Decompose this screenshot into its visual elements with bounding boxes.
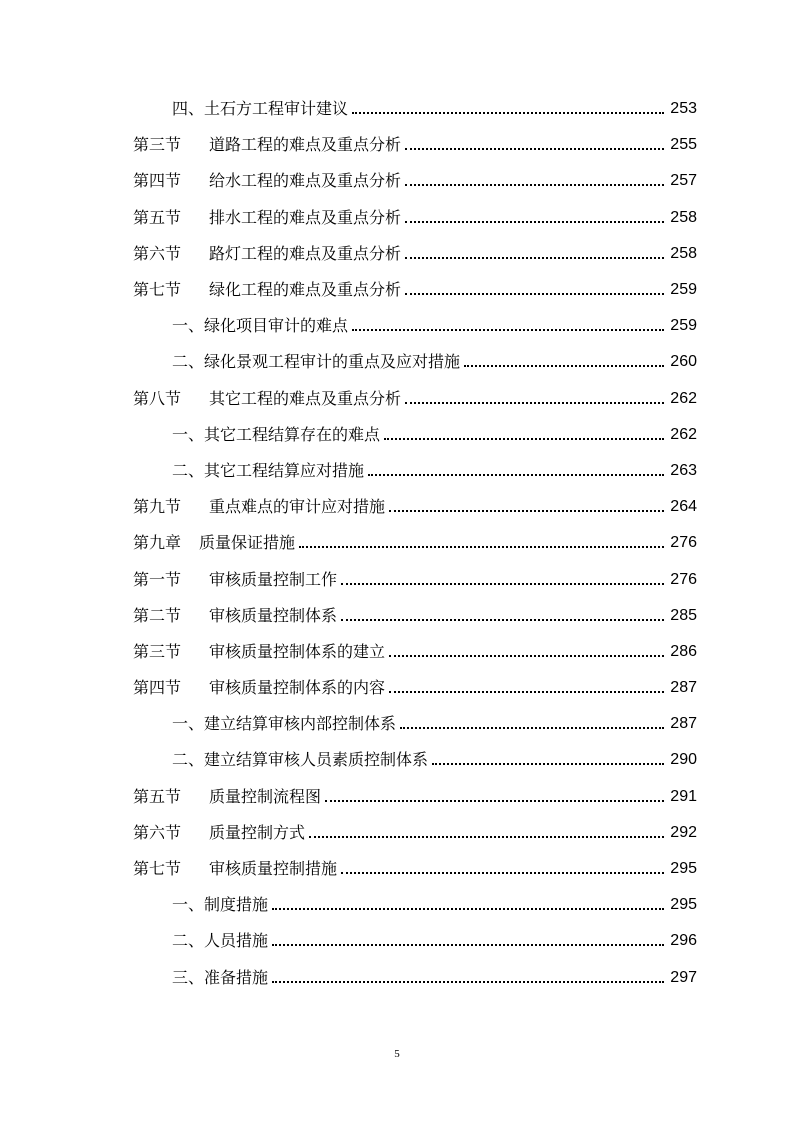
- toc-entry-page: 291: [670, 787, 697, 805]
- toc-entry[interactable]: [0, 127, 794, 163]
- toc-dot-leader: [368, 474, 664, 476]
- toc-entry-label: [172, 99, 350, 119]
- toc-entry-page: 287: [670, 715, 697, 733]
- toc-dot-leader: [464, 365, 664, 367]
- toc-entry-number: 一、: [172, 316, 205, 336]
- toc-entry-label: [172, 352, 462, 372]
- toc-entry-title: 其它工程结算应对措施: [204, 460, 365, 480]
- toc-entry-page: 292: [670, 823, 697, 841]
- toc-entry-label: [133, 606, 339, 626]
- toc-entry-label: [133, 208, 403, 228]
- toc-entry-label: [133, 280, 403, 300]
- toc-entry-number: 第九节: [133, 497, 182, 517]
- toc-entry-number: 第四节: [133, 678, 182, 698]
- toc-entry-number: 二、: [172, 931, 205, 951]
- toc-entry-page: 259: [670, 281, 697, 299]
- toc-entry-page: 297: [670, 968, 697, 986]
- toc-entry-page: 287: [670, 679, 697, 697]
- toc-entry-label: [133, 823, 307, 843]
- toc-entry-title: 给水工程的难点及重点分析: [209, 171, 402, 191]
- toc-dot-leader: [299, 546, 664, 548]
- toc-entry[interactable]: [0, 851, 794, 887]
- toc-entry[interactable]: [0, 236, 794, 272]
- toc-entry-title: 准备措施: [204, 967, 269, 987]
- toc-dot-leader: [272, 944, 664, 946]
- toc-entry[interactable]: [0, 670, 794, 706]
- toc-entry-page: 276: [670, 534, 697, 552]
- toc-entry-number: 第六节: [133, 822, 182, 842]
- toc-entry-page: 296: [670, 932, 697, 950]
- toc-entry-title: 路灯工程的难点及重点分析: [209, 243, 402, 263]
- toc-entry-number: 第七节: [133, 859, 182, 879]
- toc-entry-label: [133, 787, 323, 807]
- toc-entry-label: [133, 570, 339, 590]
- toc-entry-label: [133, 678, 387, 698]
- toc-entry-number: 四、: [172, 99, 205, 119]
- toc-entry-page: 295: [670, 860, 697, 878]
- toc-entry[interactable]: [0, 381, 794, 417]
- toc-dot-leader: [272, 908, 664, 910]
- toc-entry-title: 绿化工程的难点及重点分析: [209, 280, 402, 300]
- toc-entry[interactable]: [0, 91, 794, 127]
- toc-entry-title: 其它工程的难点及重点分析: [209, 388, 402, 408]
- toc-dot-leader: [405, 402, 664, 404]
- toc-entry-number: 二、: [172, 460, 205, 480]
- toc-entry[interactable]: [0, 308, 794, 344]
- toc-entry-label: [133, 244, 403, 264]
- toc-dot-leader: [400, 727, 664, 729]
- toc-dot-leader: [405, 184, 664, 186]
- toc-entry[interactable]: [0, 779, 794, 815]
- page-number: 5: [394, 1048, 400, 1060]
- toc-entry[interactable]: [0, 272, 794, 308]
- toc-entry-page: 262: [670, 389, 697, 407]
- toc-entry-title: 人员措施: [204, 931, 269, 951]
- toc-entry-title: 审核质量控制体系: [209, 605, 338, 625]
- toc-entry-number: 二、: [172, 750, 205, 770]
- toc-entry[interactable]: [0, 525, 794, 561]
- toc-entry[interactable]: [0, 598, 794, 634]
- toc-entry-number: 二、: [172, 352, 205, 372]
- toc-dot-leader: [341, 583, 664, 585]
- toc-entry-number: 第五节: [133, 207, 182, 227]
- toc-dot-leader: [272, 981, 664, 983]
- toc-dot-leader: [384, 438, 664, 440]
- toc-entry-title: 土石方工程审计建议: [204, 99, 349, 119]
- toc-dot-leader: [405, 293, 664, 295]
- toc-entry[interactable]: [0, 634, 794, 670]
- toc-entry-page: 286: [670, 642, 697, 660]
- toc-entry[interactable]: [0, 887, 794, 923]
- toc-entry[interactable]: [0, 742, 794, 778]
- toc-entry[interactable]: [0, 561, 794, 597]
- toc-entry-title: 绿化景观工程审计的重点及应对措施: [204, 352, 461, 372]
- toc-entry-title: 绿化项目审计的难点: [204, 316, 349, 336]
- toc-entry-page: 257: [670, 172, 697, 190]
- toc-dot-leader: [405, 221, 664, 223]
- toc-entry-title: 重点难点的审计应对措施: [209, 497, 386, 517]
- toc-entry[interactable]: [0, 489, 794, 525]
- toc-entry-title: 制度措施: [204, 895, 269, 915]
- toc-entry-number: 第五节: [133, 786, 182, 806]
- toc-entry-label: [172, 461, 366, 481]
- toc-entry-number: 三、: [172, 967, 205, 987]
- toc-entry-page: 253: [670, 100, 697, 118]
- toc-entry-title: 建立结算审核内部控制体系: [204, 714, 397, 734]
- toc-entry-label: [133, 642, 387, 662]
- toc-entry-page: 260: [670, 353, 697, 371]
- toc-entry-title: 质量控制方式: [209, 822, 306, 842]
- toc-entry-label: [133, 135, 403, 155]
- toc-entry-number: 一、: [172, 714, 205, 734]
- toc-entry-title: 质量保证措施: [199, 533, 296, 553]
- toc-entry-label: [172, 425, 382, 445]
- toc-dot-leader: [309, 836, 664, 838]
- toc-entry-title: 审核质量控制体系的内容: [209, 678, 386, 698]
- toc-entry-number: 第九章: [133, 533, 182, 553]
- toc-entry[interactable]: [0, 344, 794, 380]
- toc-entry-number: 第四节: [133, 171, 182, 191]
- toc-entry-number: 第三节: [133, 135, 182, 155]
- toc-entry-page: 276: [670, 570, 697, 588]
- toc-entry-label: [133, 859, 339, 879]
- toc-entry-label: [133, 389, 403, 409]
- toc-dot-leader: [389, 510, 664, 512]
- toc-entry-label: [172, 895, 270, 915]
- toc-entry-page: 290: [670, 751, 697, 769]
- toc-dot-leader: [389, 691, 664, 693]
- toc-entry-page: 285: [670, 606, 697, 624]
- toc-entry-page: 255: [670, 136, 697, 154]
- toc-entry-page: 259: [670, 317, 697, 335]
- toc-entry-label: [133, 171, 403, 191]
- toc-dot-leader: [405, 148, 664, 150]
- toc-dot-leader: [389, 655, 664, 657]
- toc-entry-number: 第六节: [133, 243, 182, 263]
- toc-entry[interactable]: [0, 706, 794, 742]
- toc-entry-label: [172, 714, 398, 734]
- toc-dot-leader: [341, 619, 664, 621]
- toc-dot-leader: [325, 800, 664, 802]
- toc-entry-number: 第一节: [133, 569, 182, 589]
- toc-entry-title: 审核质量控制工作: [209, 569, 338, 589]
- toc-entry-number: 第七节: [133, 280, 182, 300]
- toc-entry-label: [172, 750, 430, 770]
- toc-dot-leader: [432, 763, 664, 765]
- toc-entry-title: 质量控制流程图: [209, 786, 322, 806]
- toc-entry[interactable]: [0, 200, 794, 236]
- table-of-contents: [0, 91, 794, 996]
- toc-entry[interactable]: [0, 815, 794, 851]
- toc-entry-number: 一、: [172, 895, 205, 915]
- toc-entry-label: [133, 533, 297, 553]
- toc-entry-number: 第二节: [133, 605, 182, 625]
- toc-dot-leader: [405, 257, 664, 259]
- toc-dot-leader: [352, 329, 664, 331]
- toc-entry[interactable]: [0, 960, 794, 996]
- toc-dot-leader: [341, 872, 664, 874]
- toc-entry-title: 排水工程的难点及重点分析: [209, 207, 402, 227]
- toc-entry-title: 建立结算审核人员素质控制体系: [204, 750, 429, 770]
- toc-entry-page: 264: [670, 498, 697, 516]
- toc-entry-label: [172, 931, 270, 951]
- toc-entry-page: 262: [670, 425, 697, 443]
- toc-entry-label: [172, 968, 270, 988]
- toc-entry-label: [133, 497, 387, 517]
- toc-entry-number: 第三节: [133, 641, 182, 661]
- toc-entry-label: [172, 316, 350, 336]
- toc-entry-title: 其它工程结算存在的难点: [204, 424, 381, 444]
- toc-entry-title: 审核质量控制措施: [209, 859, 338, 879]
- toc-entry-number: 一、: [172, 424, 205, 444]
- toc-entry-page: 258: [670, 244, 697, 262]
- toc-entry[interactable]: [0, 163, 794, 199]
- toc-entry-page: 258: [670, 208, 697, 226]
- toc-dot-leader: [352, 112, 664, 114]
- toc-entry-title: 审核质量控制体系的建立: [209, 641, 386, 661]
- toc-entry-title: 道路工程的难点及重点分析: [209, 135, 402, 155]
- toc-entry-number: 第八节: [133, 388, 182, 408]
- toc-entry[interactable]: [0, 923, 794, 959]
- toc-entry-page: 295: [670, 896, 697, 914]
- toc-entry[interactable]: [0, 417, 794, 453]
- toc-entry[interactable]: [0, 453, 794, 489]
- toc-entry-page: 263: [670, 461, 697, 479]
